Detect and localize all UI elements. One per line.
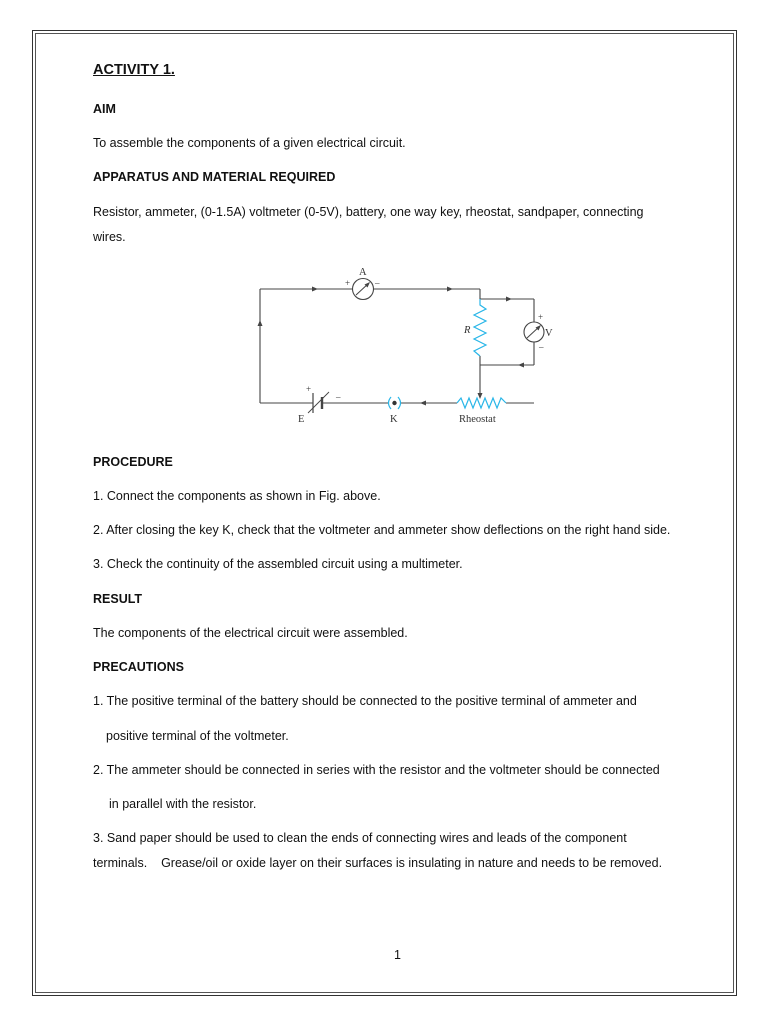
precaution-3-line2: terminals. Grease/oil or oxide layer on their surfaces is insulating in nature and needs to be removed. <box>93 856 663 870</box>
precaution-2-line1: 2. The ammeter should be connected in series with the resistor and the voltmeter should be connected <box>93 763 660 777</box>
voltmeter-label: V <box>545 328 553 339</box>
circuit-wires <box>260 289 534 403</box>
circuit-diagram <box>250 262 553 432</box>
procedure-step-3: 3. Check the continuity of the assembled circuit using a multimeter. <box>93 557 463 571</box>
ammeter-label: A <box>359 267 367 278</box>
key-symbol <box>389 397 401 409</box>
resistor-label: R <box>464 325 471 336</box>
precautions-heading: PRECAUTIONS <box>93 660 184 674</box>
voltmeter-minus: – <box>539 342 544 352</box>
activity-title: ACTIVITY 1. <box>93 62 175 78</box>
precaution-2-line2: in parallel with the resistor. <box>109 797 257 811</box>
resistor-symbol <box>474 299 486 356</box>
precaution-1-line2: positive terminal of the voltmeter. <box>106 729 289 743</box>
key-label: K <box>390 414 398 425</box>
procedure-step-1: 1. Connect the components as shown in Fig. above. <box>93 489 381 503</box>
ammeter-symbol <box>353 279 374 300</box>
aim-text: To assemble the components of a given electrical circuit. <box>93 136 406 150</box>
apparatus-text-line2: wires. <box>93 230 126 244</box>
battery-minus: – <box>336 392 341 402</box>
precaution-1-line1: 1. The positive terminal of the battery should be connected to the positive terminal of ammeter and <box>93 694 637 708</box>
precaution-3-line1: 3. Sand paper should be used to clean the ends of connecting wires and leads of the component <box>93 831 627 845</box>
rheostat-symbol <box>457 398 506 408</box>
battery-label: E <box>298 414 305 425</box>
voltmeter-plus: + <box>538 312 544 322</box>
page-number: 1 <box>394 948 401 962</box>
apparatus-heading: APPARATUS AND MATERIAL REQUIRED <box>93 170 336 184</box>
result-text: The components of the electrical circuit were assembled. <box>93 626 408 640</box>
ammeter-plus: + <box>345 278 351 288</box>
battery-plus: + <box>306 384 312 394</box>
procedure-heading: PROCEDURE <box>93 455 173 469</box>
rheostat-label: Rheostat <box>459 414 496 425</box>
aim-heading: AIM <box>93 102 116 116</box>
apparatus-text-line1: Resistor, ammeter, (0-1.5A) voltmeter (0-5V), battery, one way key, rheostat, sandpaper, connecting <box>93 205 644 219</box>
ammeter-minus: – <box>375 278 380 288</box>
result-heading: RESULT <box>93 592 143 606</box>
voltmeter-symbol <box>524 322 544 342</box>
procedure-step-2: 2. After closing the key K, check that the voltmeter and ammeter show deflections on the right hand side. <box>93 523 671 537</box>
